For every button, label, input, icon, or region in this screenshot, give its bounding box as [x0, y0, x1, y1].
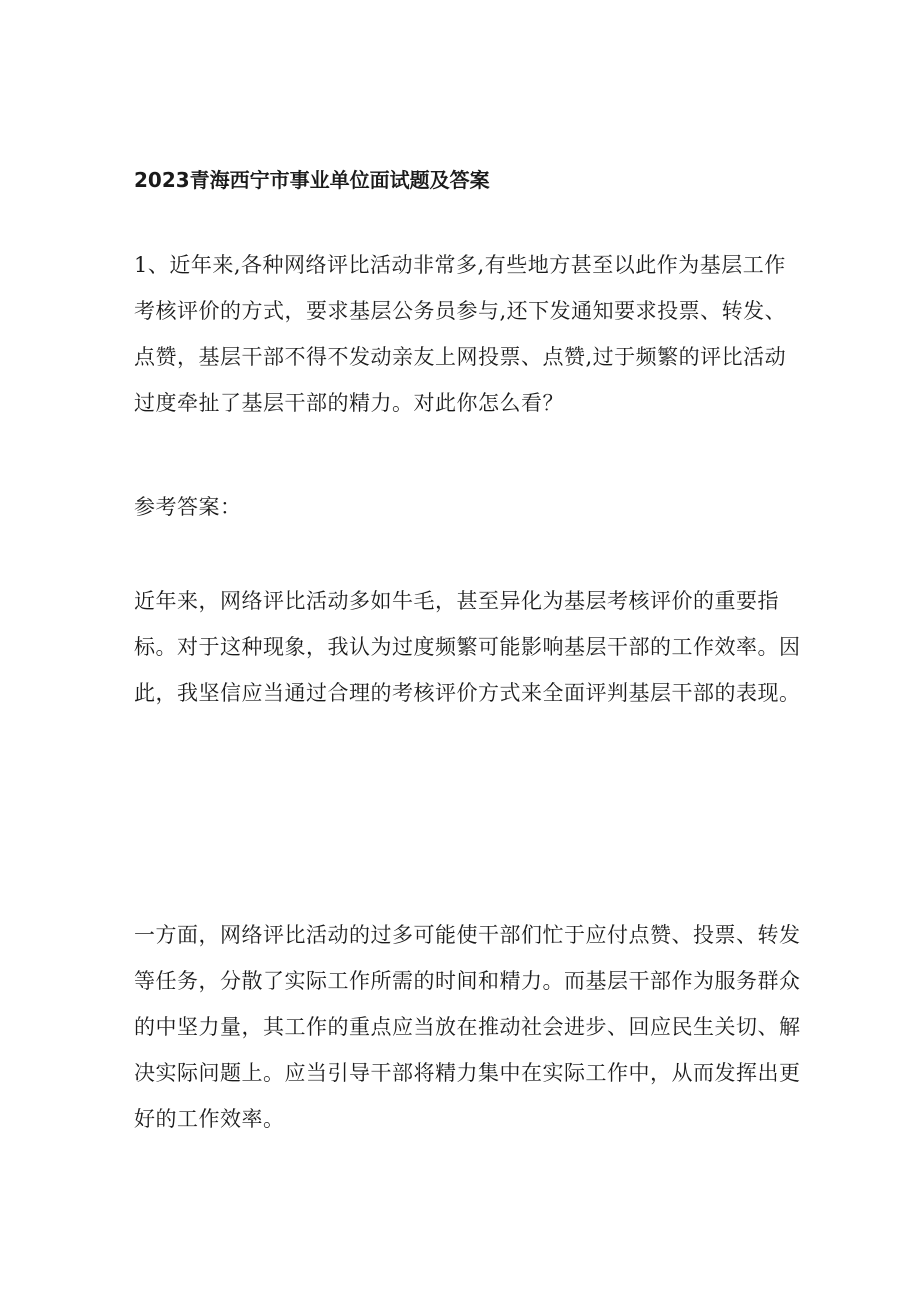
answer-paragraph-2: 一方面，网络评比活动的过多可能使干部们忙于应付点赞、投票、转发等任务，分散了实际工作所需的时间和精力。而基层干部作为服务群众的中坚力量，其工作的重点应当放在推动社会进步、回应民生关切、解决实际问题上。应当引导干部将精力集中在实际工作中，从而发挥出更好的工作效率。: [134, 923, 801, 1131]
reference-answer-label: 参考答案：: [134, 495, 242, 519]
document-title: 2023青海西宁市事业单位面试题及答案: [134, 168, 490, 192]
question-paragraph: 1、近年来,各种网络评比活动非常多,有些地方甚至以此作为基层工作考核评价的方式，要求基层公务员参与,还下发通知要求投票、转发、点赞，基层干部不得不发动亲友上网投票、点赞,过于频繁的评比活动过度牵扯了基层干部的精力。对此你怎么看？: [134, 253, 787, 415]
answer-paragraph-1: 近年来，网络评比活动多如牛毛，甚至异化为基层考核评价的重要指标。对于这种现象，我认为过度频繁可能影响基层干部的工作效率。因此，我坚信应当通过合理的考核评价方式来全面评判基层干部的表现。: [134, 589, 801, 705]
